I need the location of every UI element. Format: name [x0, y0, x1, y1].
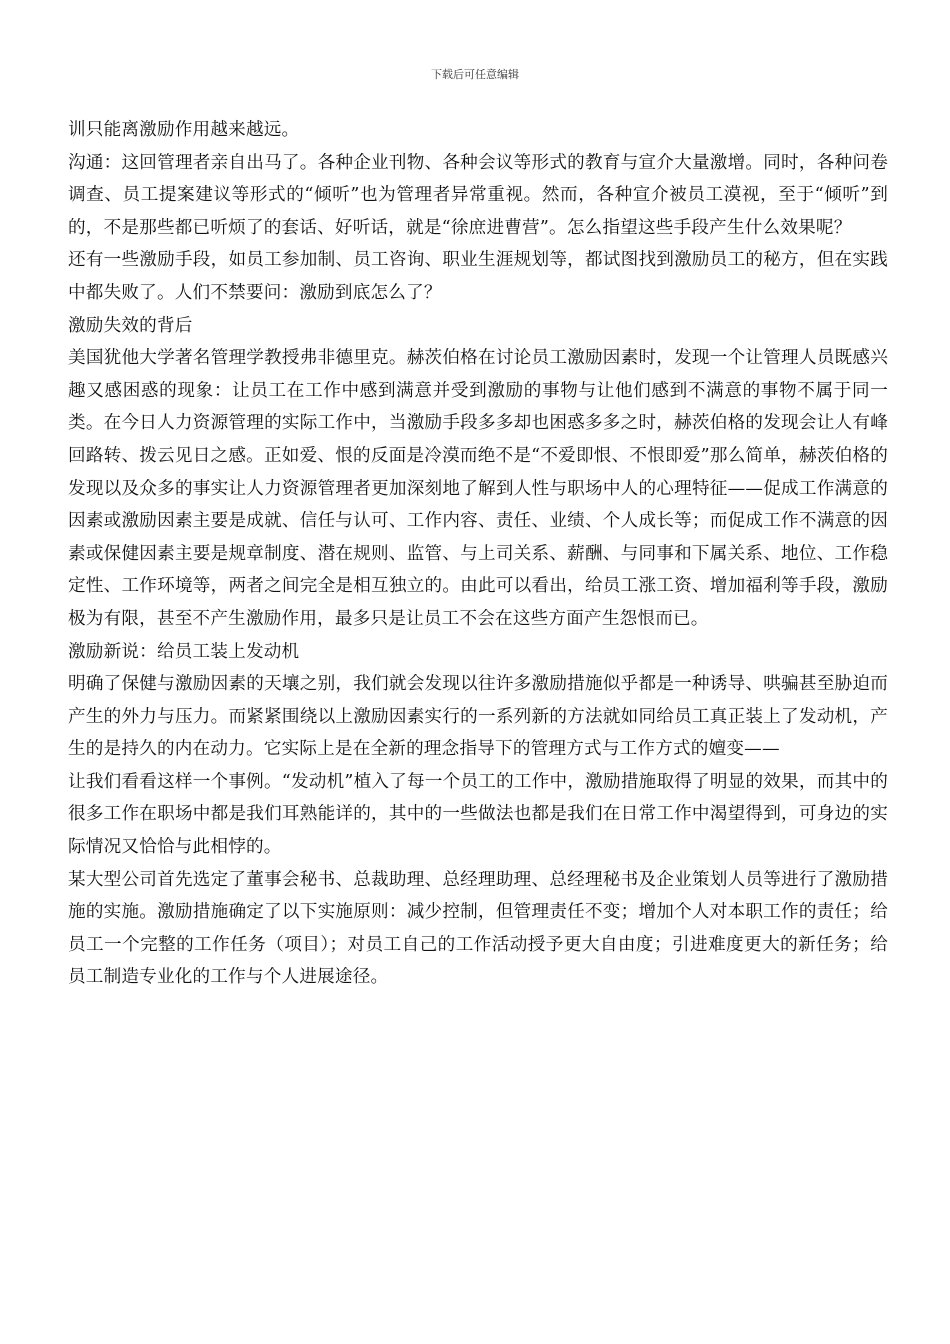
page-header: 下载后可任意编辑 [431, 68, 519, 81]
paragraph-example: 让我们看看这样一个事例。“发动机”植入了每一个员工的工作中，激励措施取得了明显的效果，而其中的很多工作在职场中都是我们耳熟能详的，其中的一些做法也都是我们在日常工作中渴望得到，可身边的实际情况又恰恰与此相悖的。 [68, 771, 888, 858]
section-heading-failure: 激励失效的背后 [68, 315, 193, 336]
document-body [68, 114, 888, 994]
paragraph-herzberg: 美国犹他大学著名管理学教授弗非德里克。赫茨伯格在讨论员工激励因素时，发现一个让管理人员既感兴趣又感困惑的现象：让员工在工作中感到满意并受到激励的事物与让他们感到不满意的事物不属于同一类。在今日人力资源管理的实际工作中，当激励手段多多却也困惑多多之时，赫茨伯格的发现会让人有峰回路转、拨云见日之感。正如爱、恨的反面是冷漠而绝不是“不爱即恨、不恨即爱”那么简单，赫茨伯格的发现以及众多的事实让人力资源管理者更加深刻地了解到人性与职场中人的心理特征——促成工作满意的因素或激励因素主要是成就、信任与认可、工作内容、责任、业绩、个人成长等；而促成工作不满意的因素或保健因素主要是规章制度、潜在规则、监管、与上司关系、薪酬、与同事和下属关系、地位、工作稳定性、工作环境等，两者之间完全是相互独立的。由此可以看出，给员工涨工资、增加福利等手段，激励极为有限，甚至不产生激励作用，最多只是让员工不会在这些方面产生怨恨而已。 [68, 348, 888, 629]
paragraph-company-case: 某大型公司首先选定了董事会秘书、总裁助理、总经理助理、总经理秘书及企业策划人员等进行了激励措施的实施。激励措施确定了以下实施原则：减少控制，但管理责任不变；增加个人对本职工作的责任；给员工一个完整的工作任务（项目）；对员工自己的工作活动授予更大自由度；引进难度更大的新任务；给员工制造专业化的工作与个人进展途径。 [68, 869, 888, 988]
section-heading-new-theory: 激励新说：给员工装上发动机 [68, 641, 300, 662]
paragraph-engine: 明确了保健与激励因素的天壤之别，我们就会发现以往许多激励措施似乎都是一种诱导、哄骗甚至胁迫而产生的外力与压力。而紧紧围绕以上激励因素实行的一系列新的方法就如同给员工真正装上了发动机，产生的是持久的内在动力。它实际上是在全新的理念指导下的管理方式与工作方式的嬗变—— [68, 674, 888, 760]
paragraph-other-means: 还有一些激励手段，如员工参加制、员工咨询、职业生涯规划等，都试图找到激励员工的秘方，但在实践中都失败了。人们不禁要问：激励到底怎么了？ [68, 250, 888, 303]
paragraph-continuation: 训只能离激励作用越来越远。 [68, 120, 300, 140]
paragraph-communication: 沟通：这回管理者亲自出马了。各种企业刊物、各种会议等形式的教育与宣介大量激增。同时，各种问卷调查、员工提案建议等形式的“倾听”也为管理者异常重视。然而，各种宣介被员工漠视，至于“倾听”到的，不是那些都已听烦了的套话、好听话，就是“徐庶进曹营”。怎么指望这些手段产生什么效果呢？ [68, 152, 888, 238]
